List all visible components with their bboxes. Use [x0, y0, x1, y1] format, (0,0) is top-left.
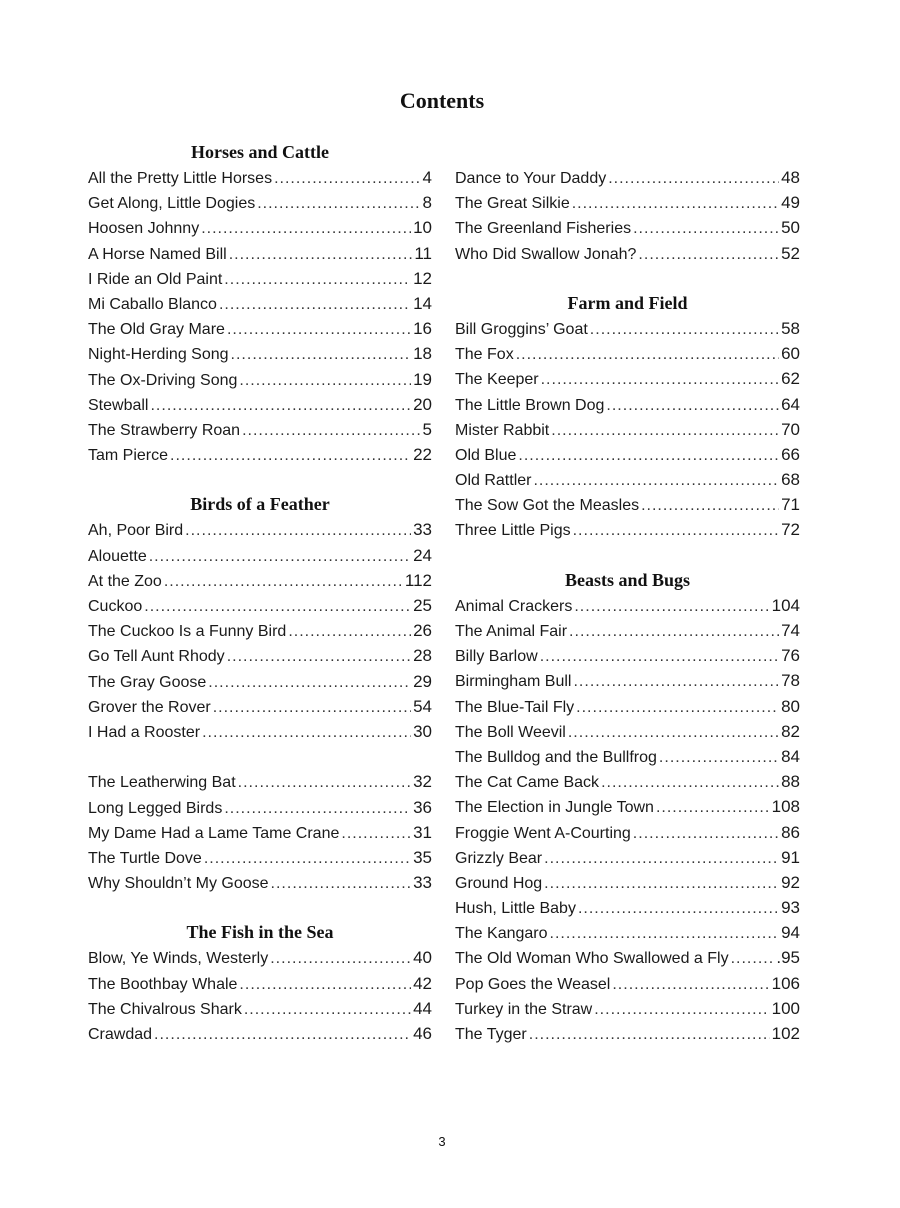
entry-page-number: 18	[413, 344, 432, 364]
entry-title: My Dame Had a Lame Tame Crane	[88, 824, 340, 842]
dot-leader	[544, 871, 779, 896]
toc-entry-the-blue-tail-fly	[455, 694, 800, 719]
entry-page-number: 100	[771, 998, 800, 1018]
toc-section-beasts-and-bugs	[455, 568, 800, 1046]
entry-page-number: 92	[781, 872, 800, 892]
entry-page-number: 48	[781, 168, 800, 187]
entry-page-number: 58	[781, 318, 800, 338]
entry-title: The Leatherwing Bat	[88, 774, 236, 792]
section-heading: Beasts and Bugs	[564, 569, 691, 590]
dot-leader	[573, 518, 779, 543]
dot-leader	[224, 267, 411, 292]
toc-section-horses-and-cattle	[88, 140, 432, 467]
entry-title: Ground Hog	[455, 874, 543, 892]
entry-title: Hush, Little Baby	[455, 900, 576, 918]
dot-leader	[238, 770, 411, 795]
toc-entry-i-ride-an-old-paint	[88, 266, 432, 291]
entry-page-number: 31	[413, 822, 432, 842]
dot-leader	[633, 216, 779, 241]
dot-leader	[224, 796, 411, 821]
dot-leader	[231, 342, 412, 367]
dot-leader	[572, 191, 779, 216]
entry-title: Go Tell Aunt Rhody	[88, 648, 225, 666]
entry-title: All the Pretty Little Horses	[88, 170, 273, 187]
dot-leader	[518, 443, 779, 468]
toc-entry-tam-pierce	[88, 442, 432, 467]
entry-page-number: 94	[781, 923, 800, 943]
entry-title: Froggie Went A-Courting	[455, 824, 631, 842]
toc-entry-old-rattler	[455, 467, 800, 492]
entry-page-number: 8	[422, 193, 432, 213]
entry-title: The Keeper	[455, 371, 539, 389]
entry-title: Turkey in the Straw	[455, 1000, 593, 1018]
entry-title: The Gray Goose	[88, 673, 207, 691]
dot-leader	[213, 695, 411, 720]
entry-page-number: 5	[422, 419, 432, 439]
toc-entry-the-kangaro	[455, 920, 800, 945]
entry-title: The Kangaro	[455, 925, 548, 943]
dot-leader	[633, 821, 779, 846]
toc-entry-stewball	[88, 392, 432, 417]
toc-entry-mister-rabbit	[455, 417, 800, 442]
entry-page-number: 78	[781, 671, 800, 691]
toc-entry-ah-poor-bird	[88, 517, 432, 542]
entry-page-number: 84	[781, 746, 800, 766]
toc-entry-the-leatherwing-bat	[88, 769, 432, 794]
entry-page-number: 25	[413, 596, 432, 615]
toc-entry-the-sow-got-the-measles	[455, 492, 800, 517]
entry-title: Mi Caballo Blanco	[88, 295, 217, 313]
toc-entry-the-greenland-fisheries	[455, 215, 800, 240]
toc-entry-old-blue	[455, 442, 800, 467]
entry-title: Why Shouldn’t My Goose	[88, 875, 269, 893]
dot-leader	[551, 418, 779, 443]
toc-entry-the-old-woman-who-swallowed-a-fly	[455, 945, 800, 970]
entry-title: Three Little Pigs	[455, 522, 571, 540]
dot-leader	[569, 619, 779, 644]
entry-title: The Boothbay Whale	[88, 975, 238, 993]
toc-entry-alouette	[88, 543, 432, 568]
entry-title: Dance to Your Daddy	[455, 170, 607, 187]
dot-leader	[227, 644, 411, 669]
toc-entry-pop-goes-the-weasel	[455, 971, 800, 996]
entry-title: A Horse Named Bill	[88, 245, 227, 263]
toc-entry-crawdad	[88, 1021, 432, 1046]
entry-page-number: 14	[413, 293, 432, 313]
toc-entry-why-shouldn-t-my-goose	[88, 870, 432, 895]
toc-entry-the-ox-driving-song	[88, 367, 432, 392]
toc-section-continued	[455, 140, 800, 266]
entry-page-number: 19	[413, 369, 432, 389]
entry-title: The Old Woman Who Swallowed a Fly	[455, 950, 729, 968]
entry-title: Billy Barlow	[455, 648, 538, 666]
entry-page-number: 91	[781, 847, 800, 867]
dot-leader	[201, 216, 411, 241]
toc-entry-the-gray-goose	[88, 669, 432, 694]
toc-entry-the-boothbay-whale	[88, 971, 432, 996]
dot-leader	[608, 166, 779, 191]
toc-entry-the-tyger	[455, 1021, 800, 1046]
dot-leader	[601, 770, 779, 795]
section-heading	[455, 140, 800, 165]
entry-page-number: 52	[781, 243, 800, 263]
toc-entry-the-chivalrous-shark	[88, 996, 432, 1021]
entry-page-number: 46	[413, 1024, 432, 1043]
entry-page-number: 30	[413, 721, 432, 741]
entry-page-number: 11	[414, 243, 432, 263]
entry-title: The Little Brown Dog	[455, 396, 605, 414]
entry-page-number: 28	[413, 646, 432, 666]
toc-entry-the-election-in-jungle-town	[455, 794, 800, 819]
entry-title: Alouette	[88, 547, 147, 565]
entry-page-number: 62	[781, 369, 800, 389]
entry-page-number: 66	[781, 444, 800, 464]
dot-leader	[144, 594, 411, 619]
page-title: Contents	[399, 88, 485, 113]
dot-leader	[185, 518, 411, 543]
entry-title: Birmingham Bull	[455, 673, 572, 691]
entry-page-number: 71	[781, 495, 800, 515]
dot-leader	[150, 393, 411, 418]
entry-title: The Cat Came Back	[455, 774, 600, 792]
entry-title: Old Rattler	[455, 472, 532, 490]
toc-entry-ground-hog	[455, 870, 800, 895]
entry-page-number: 60	[781, 344, 800, 364]
dot-leader	[590, 317, 779, 342]
dot-leader	[164, 569, 403, 594]
toc-entry-the-bulldog-and-the-bullfrog	[455, 744, 800, 769]
dot-leader	[544, 846, 779, 871]
entry-title: Stewball	[88, 396, 149, 414]
entry-page-number: 49	[781, 193, 800, 213]
entry-title: The Greenland Fisheries	[455, 220, 632, 238]
entry-title: Cuckoo	[88, 598, 143, 615]
dot-leader	[576, 695, 779, 720]
dot-leader	[288, 619, 411, 644]
section-heading: Horses and Cattle	[191, 142, 329, 162]
entry-page-number: 16	[413, 319, 432, 339]
entry-gap	[88, 744, 432, 769]
toc-section-the-fish-in-the-sea	[88, 920, 432, 1046]
dot-leader	[540, 644, 779, 669]
toc-entry-cuckoo	[88, 593, 432, 618]
toc-entry-who-did-swallow-jonah	[455, 241, 800, 266]
toc-entry-froggie-went-a-courting	[455, 820, 800, 845]
dot-leader	[270, 946, 411, 971]
entry-title: The Great Silkie	[455, 195, 570, 213]
entry-title: Tam Pierce	[88, 447, 169, 465]
entry-title: Get Along, Little Dogies	[88, 195, 256, 213]
toc-entry-at-the-zoo	[88, 568, 432, 593]
entry-title: The Sow Got the Measles	[455, 497, 640, 515]
toc-entry-billy-barlow	[455, 643, 800, 668]
toc-entry-i-had-a-rooster	[88, 719, 432, 744]
entry-page-number: 33	[413, 520, 432, 540]
dot-leader	[170, 443, 411, 468]
entry-page-number: 64	[781, 394, 800, 414]
dot-leader	[341, 821, 411, 846]
entry-title: The Tyger	[455, 1026, 527, 1043]
entry-title: The Blue-Tail Fly	[455, 698, 575, 716]
entry-title: Grizzly Bear	[455, 849, 543, 867]
entry-title: The Bulldog and the Bullfrog	[455, 748, 657, 766]
dot-leader	[274, 166, 420, 191]
entry-page-number: 106	[771, 973, 800, 993]
entry-page-number: 12	[413, 268, 432, 288]
dot-leader	[638, 242, 779, 267]
dot-leader	[573, 669, 779, 694]
dot-leader	[606, 393, 779, 418]
entry-page-number: 42	[413, 973, 432, 993]
entry-page-number: 10	[413, 218, 432, 238]
entry-page-number: 35	[413, 847, 432, 867]
toc-entry-all-the-pretty-little-horses	[88, 165, 432, 190]
dot-leader	[574, 594, 769, 619]
left-column	[88, 140, 432, 1046]
dot-leader	[578, 896, 779, 921]
toc-entry-birmingham-bull	[455, 668, 800, 693]
entry-title: Pop Goes the Weasel	[455, 975, 611, 993]
entry-title: Ah, Poor Bird	[88, 522, 184, 540]
entry-title: Crawdad	[88, 1026, 153, 1043]
toc-entry-the-boll-weevil	[455, 719, 800, 744]
entry-title: Hoosen Johnny	[88, 220, 200, 238]
entry-page-number: 40	[413, 948, 432, 968]
entry-title: Mister Rabbit	[455, 421, 550, 439]
entry-title: The Ox-Driving Song	[88, 371, 238, 389]
entry-title: I Had a Rooster	[88, 723, 201, 741]
dot-leader	[550, 921, 780, 946]
entry-page-number: 76	[781, 646, 800, 666]
dot-leader	[242, 418, 420, 443]
section-gap	[455, 266, 800, 291]
dot-leader	[239, 972, 411, 997]
toc-entry-mi-caballo-blanco	[88, 291, 432, 316]
entry-title: Blow, Ye Winds, Westerly	[88, 950, 269, 968]
section-gap	[88, 467, 432, 492]
entry-page-number: 102	[771, 1024, 800, 1043]
entry-page-number: 70	[781, 419, 800, 439]
dot-leader	[239, 368, 411, 393]
toc-entry-grizzly-bear	[455, 845, 800, 870]
entry-page-number: 68	[781, 470, 800, 490]
toc-entry-animal-crackers	[455, 593, 800, 618]
toc-entry-the-little-brown-dog	[455, 392, 800, 417]
dot-leader	[612, 972, 769, 997]
toc-entry-long-legged-birds	[88, 795, 432, 820]
entry-title: The Fox	[455, 346, 514, 364]
entry-page-number: 72	[781, 520, 800, 540]
dot-leader	[594, 997, 769, 1022]
entry-title: The Old Gray Mare	[88, 321, 225, 339]
entry-page-number: 26	[413, 621, 432, 641]
dot-leader	[219, 292, 411, 317]
dot-leader	[659, 745, 779, 770]
dot-leader	[149, 544, 411, 569]
toc-entry-my-dame-had-a-lame-tame-crane	[88, 820, 432, 845]
dot-leader	[656, 795, 770, 820]
dot-leader	[541, 367, 779, 392]
toc-entry-get-along-little-dogies	[88, 190, 432, 215]
entry-title: Long Legged Birds	[88, 799, 223, 817]
entry-page-number: 82	[781, 721, 800, 741]
toc-entry-bill-groggins-goat	[455, 316, 800, 341]
dot-leader	[257, 191, 420, 216]
toc-entry-dance-to-your-daddy	[455, 165, 800, 190]
toc-entry-the-cat-came-back	[455, 769, 800, 794]
dot-leader	[154, 1022, 411, 1047]
dot-leader	[568, 720, 779, 745]
toc-entry-the-animal-fair	[455, 618, 800, 643]
toc-entry-the-cuckoo-is-a-funny-bird	[88, 618, 432, 643]
dot-leader	[516, 342, 779, 367]
entry-title: The Chivalrous Shark	[88, 1000, 242, 1018]
toc-entry-go-tell-aunt-rhody	[88, 643, 432, 668]
toc-entry-night-herding-song	[88, 341, 432, 366]
dot-leader	[271, 871, 412, 896]
dot-leader	[731, 946, 775, 971]
dot-leader	[227, 317, 411, 342]
toc-entry-hush-little-baby	[455, 895, 800, 920]
toc-entry-the-fox	[455, 341, 800, 366]
dot-leader	[208, 670, 411, 695]
entry-page-number: 104	[771, 595, 800, 615]
toc-section-farm-and-field	[455, 291, 800, 543]
entry-title: I Ride an Old Paint	[88, 270, 223, 288]
entry-page-number: 50	[781, 218, 800, 238]
entry-page-number: 88	[781, 772, 800, 792]
entry-title: Old Blue	[455, 446, 517, 464]
entry-page-number: 32	[413, 772, 432, 792]
entry-page-number: 33	[413, 873, 432, 893]
entry-page-number: 24	[413, 545, 432, 565]
entry-title: The Strawberry Roan	[88, 421, 241, 439]
entry-page-number: 93	[781, 898, 800, 918]
toc-entry-three-little-pigs	[455, 517, 800, 542]
dot-leader	[202, 720, 411, 745]
entry-page-number: 80	[781, 696, 800, 716]
entry-page-number: 36	[413, 797, 432, 817]
dot-leader	[641, 493, 779, 518]
entry-title: Grover the Rover	[88, 698, 211, 716]
entry-title: Who Did Swallow Jonah?	[455, 245, 637, 263]
toc-entry-the-old-gray-mare	[88, 316, 432, 341]
dot-leader	[204, 846, 411, 871]
entry-page-number: .95	[776, 948, 800, 968]
toc-entry-a-horse-named-bill	[88, 241, 432, 266]
entry-title: The Election in Jungle Town	[455, 799, 654, 817]
toc-entry-blow-ye-winds-westerly	[88, 945, 432, 970]
entry-title: The Boll Weevil	[455, 723, 566, 741]
toc-entry-grover-the-rover	[88, 694, 432, 719]
toc-section-birds-of-a-feather	[88, 492, 432, 895]
entry-page-number: 74	[781, 621, 800, 640]
entry-title: The Animal Fair	[455, 623, 568, 640]
toc-entry-hoosen-johnny	[88, 215, 432, 240]
entry-page-number: 4	[422, 168, 432, 187]
entry-title: Animal Crackers	[455, 597, 573, 615]
dot-leader	[533, 468, 779, 493]
entry-title: At the Zoo	[88, 572, 162, 590]
entry-page-number: 44	[413, 998, 432, 1018]
toc-entry-turkey-in-the-straw	[455, 996, 800, 1021]
section-gap	[88, 895, 432, 920]
section-heading: The Fish in the Sea	[186, 922, 334, 943]
toc-entry-the-great-silkie	[455, 190, 800, 215]
dot-leader	[529, 1022, 770, 1047]
section-gap	[455, 543, 800, 568]
toc-entry-the-turtle-dove	[88, 845, 432, 870]
entry-page-number: 20	[413, 394, 432, 414]
dot-leader	[244, 997, 411, 1022]
entry-page-number: 108	[771, 797, 800, 817]
entry-page-number: 86	[781, 822, 800, 842]
entry-title: The Turtle Dove	[88, 849, 202, 867]
dot-leader	[229, 242, 413, 267]
section-heading: Farm and Field	[567, 292, 688, 313]
right-column	[455, 140, 800, 1046]
section-heading: Birds of a Feather	[190, 494, 330, 515]
toc-entry-the-strawberry-roan	[88, 417, 432, 442]
entry-title: Bill Groggins’ Goat	[455, 320, 588, 338]
entry-page-number: 54	[413, 696, 432, 716]
page-number: 3	[438, 1134, 446, 1149]
entry-page-number: 22	[413, 445, 432, 465]
entry-title: The Cuckoo Is a Funny Bird	[88, 623, 287, 641]
entry-page-number: 29	[413, 671, 432, 691]
entry-page-number: 112	[404, 570, 432, 590]
entry-title: Night-Herding Song	[88, 346, 229, 364]
toc-entry-the-keeper	[455, 366, 800, 391]
